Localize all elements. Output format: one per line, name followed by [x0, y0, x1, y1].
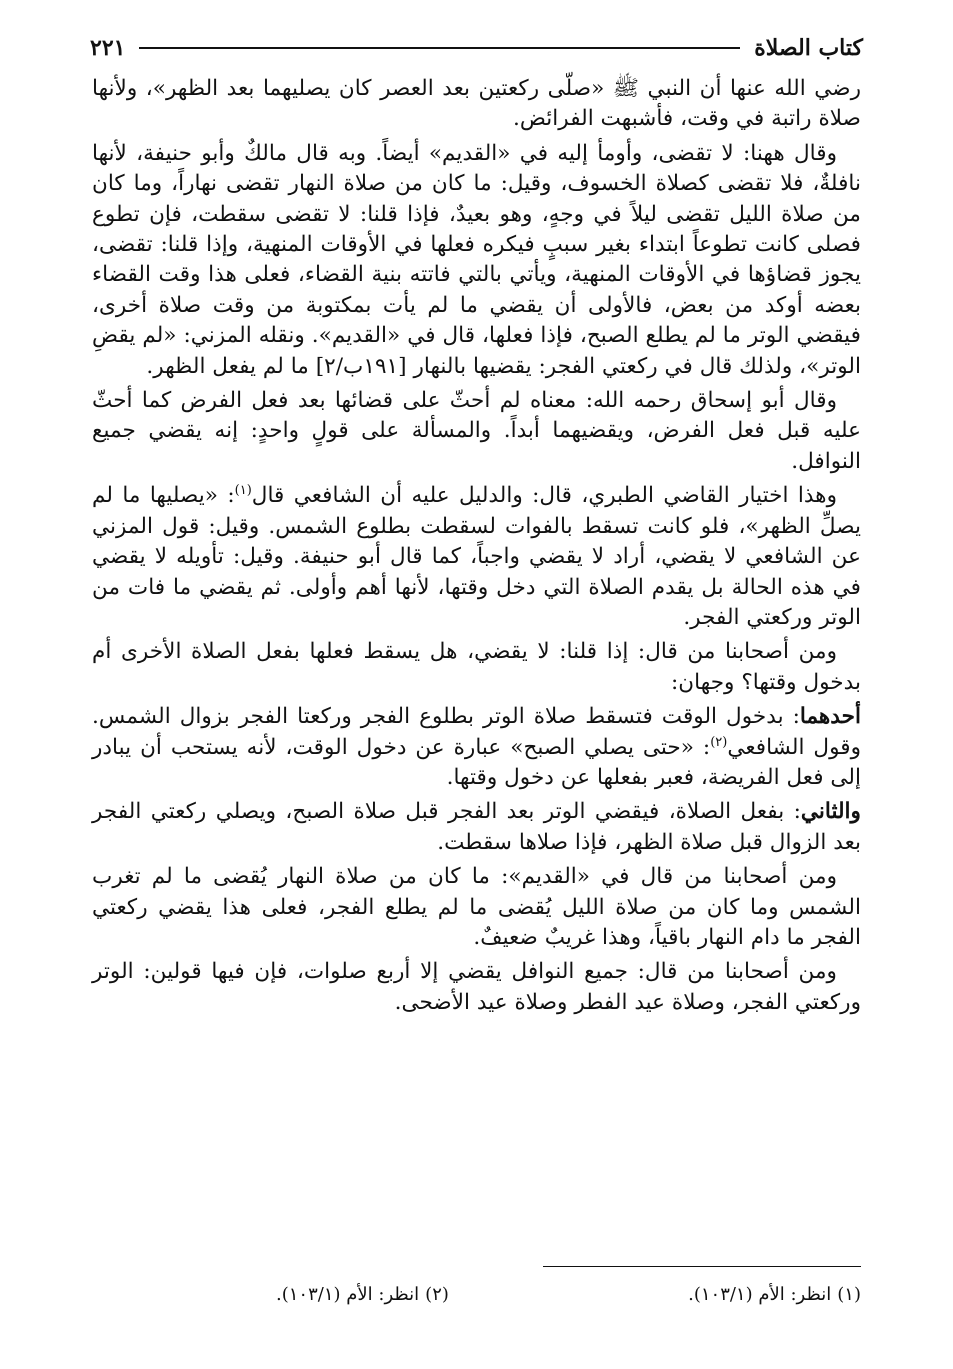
paragraph-text: : بدخول الوقت فتسقط صلاة الوتر بطلوع الفجر وركعتا الفجر بزوال الشمس. وقول الشافعي [92, 704, 861, 760]
footnote-marker: (٢) [425, 1284, 449, 1305]
page-number: ٢٢١ [90, 35, 126, 61]
paragraph: وقال أبو إسحاق رحمه الله: معناه لم أحثّ على قضائها بعد فعل الفرض كما أحثّ عليه قبل فعل الفرض، ويقضيهما أبداً. والمسألة على قولٍ واحدٍ: إنه يقضي جميع النوافل. [92, 388, 861, 474]
section-lead: والثاني [800, 799, 861, 825]
paragraph-text: : «يصليها ما لم يصلِّ الظهر»، فلو كانت تسقط بالفوات لسقطت بطلوع الشمس. وقيل: قول المزني عن الشافعي لا يقضي، أراد لا يقضي واجباً، كما قال أبو حنيفة. وقيل: تأويله لا يقضي في هذه الحالة بل يقدم الصلاة التي دخل وقتها، لأنها أهم وأولى. ثم يقضي ما فات من الوتر وركعتي الفجر. [92, 483, 861, 630]
paragraph-text: : «حتى يصلي الصبح» عبارة عن دخول الوقت، لأنه يستحب أن يبادر إلى فعل الفريضة، فعبر بفعلها عن دخول وقتها. [92, 734, 861, 790]
footnote-2 [270, 1284, 449, 1305]
main-text [92, 74, 861, 1022]
footnote-rule [543, 1266, 861, 1267]
paragraph [92, 702, 861, 793]
paragraph: وقال ههنا: لا تقضى، وأومأ إليه في «القديم» أيضاً. وبه قال مالكٌ وأبو حنيفة، لأنها نافلةٌ، فلا تقضى كصلاة الخسوف، وقيل: ما كان من صلاة النهار تقضى نهاراً، وما كان من صلاة الليل تقضى ليلاً في وجهٍ، وهو بعيدٌ، فإذا قلنا: لا تقضى سقطت، فإن تطوع فصلى كانت تطوعاً ابتداء بغير سببٍ فيكره فعلها في الأوقات المنهية، وإذا قلنا: تقضى، يجوز قضاؤها في الأوقات المنهية، ويأتي بالتي فاتته بنية القضاء، فعلى هذا وقت القضاء بعضه أوكد من بعض، فالأولى أن يقضي ما لم يأت بمكتوبة من وقت صلاة أخرى، فيقضي الوتر ما لم يطلع الصبح، فإذا فعلها، قال في «القديم». ونقله المزني: «لم يقضِ الوتر»، ولذلك قال في ركعتي الفجر: يقضيها بالنهار [١٩١ب/٢] ما لم يفعل الظهر. [92, 140, 861, 379]
paragraph: ومن أصحابنا من قال: إذا قلنا: لا يقضي، هل يسقط فعلها بفعل الصلاة الأخرى أم بدخول وقتها؟ وجهان: [92, 639, 861, 695]
footnote-marker: (١) [837, 1284, 861, 1305]
footnote-ref[interactable]: (٢) [710, 734, 728, 750]
footnotes [270, 1284, 861, 1305]
section-lead: أحدهما [799, 704, 861, 730]
paragraph: ومن أصحابنا من قال: جميع النوافل يقضي إلا أربع صلوات، فإن فيها قولين: الوتر وركعتي الفجر، وصلاة عيد الفطر وصلاة عيد الأضحى. [92, 959, 861, 1015]
footnote-text: انظر: الأم (١٠٣/١). [688, 1284, 832, 1305]
paragraph [92, 797, 861, 858]
running-header [90, 30, 863, 66]
footnote-ref[interactable]: (١) [234, 483, 252, 499]
paragraph [92, 481, 861, 633]
header-rule [139, 47, 740, 49]
book-title: كتاب الصلاة [754, 35, 863, 61]
footnote-text: انظر: الأم (١٠٣/١). [276, 1284, 420, 1305]
paragraph: ومن أصحابنا من قال في «القديم»: ما كان من صلاة النهار يُقضى ما لم تغرب الشمس وما كان من صلاة الليل يُقضى ما لم يطلع الفجر، فعلى هذا يقضي ركعتي الفجر ما دام النهار باقياً، وهذا غريبٌ ضعيفٌ. [92, 864, 861, 950]
paragraph-text: وهذا اختيار القاضي الطبري، قال: والدليل عليه أن الشافعي قال [251, 483, 838, 509]
paragraph-text: : بفعل الصلاة، فيقضي الوتر بعد الفجر قبل صلاة الصبح، ويصلي ركعتي الفجر بعد الزوال قبل صلاة الظهر، فإذا صلاها سقطت. [92, 799, 861, 855]
footnote-1 [682, 1284, 861, 1305]
paragraph: رضي الله عنها أن النبي ﷺ «صلّى ركعتين بعد العصر كان يصليهما بعد الظهر»، ولأنها صلاة راتبة في وقت، فأشبهت الفرائض. [92, 76, 862, 132]
